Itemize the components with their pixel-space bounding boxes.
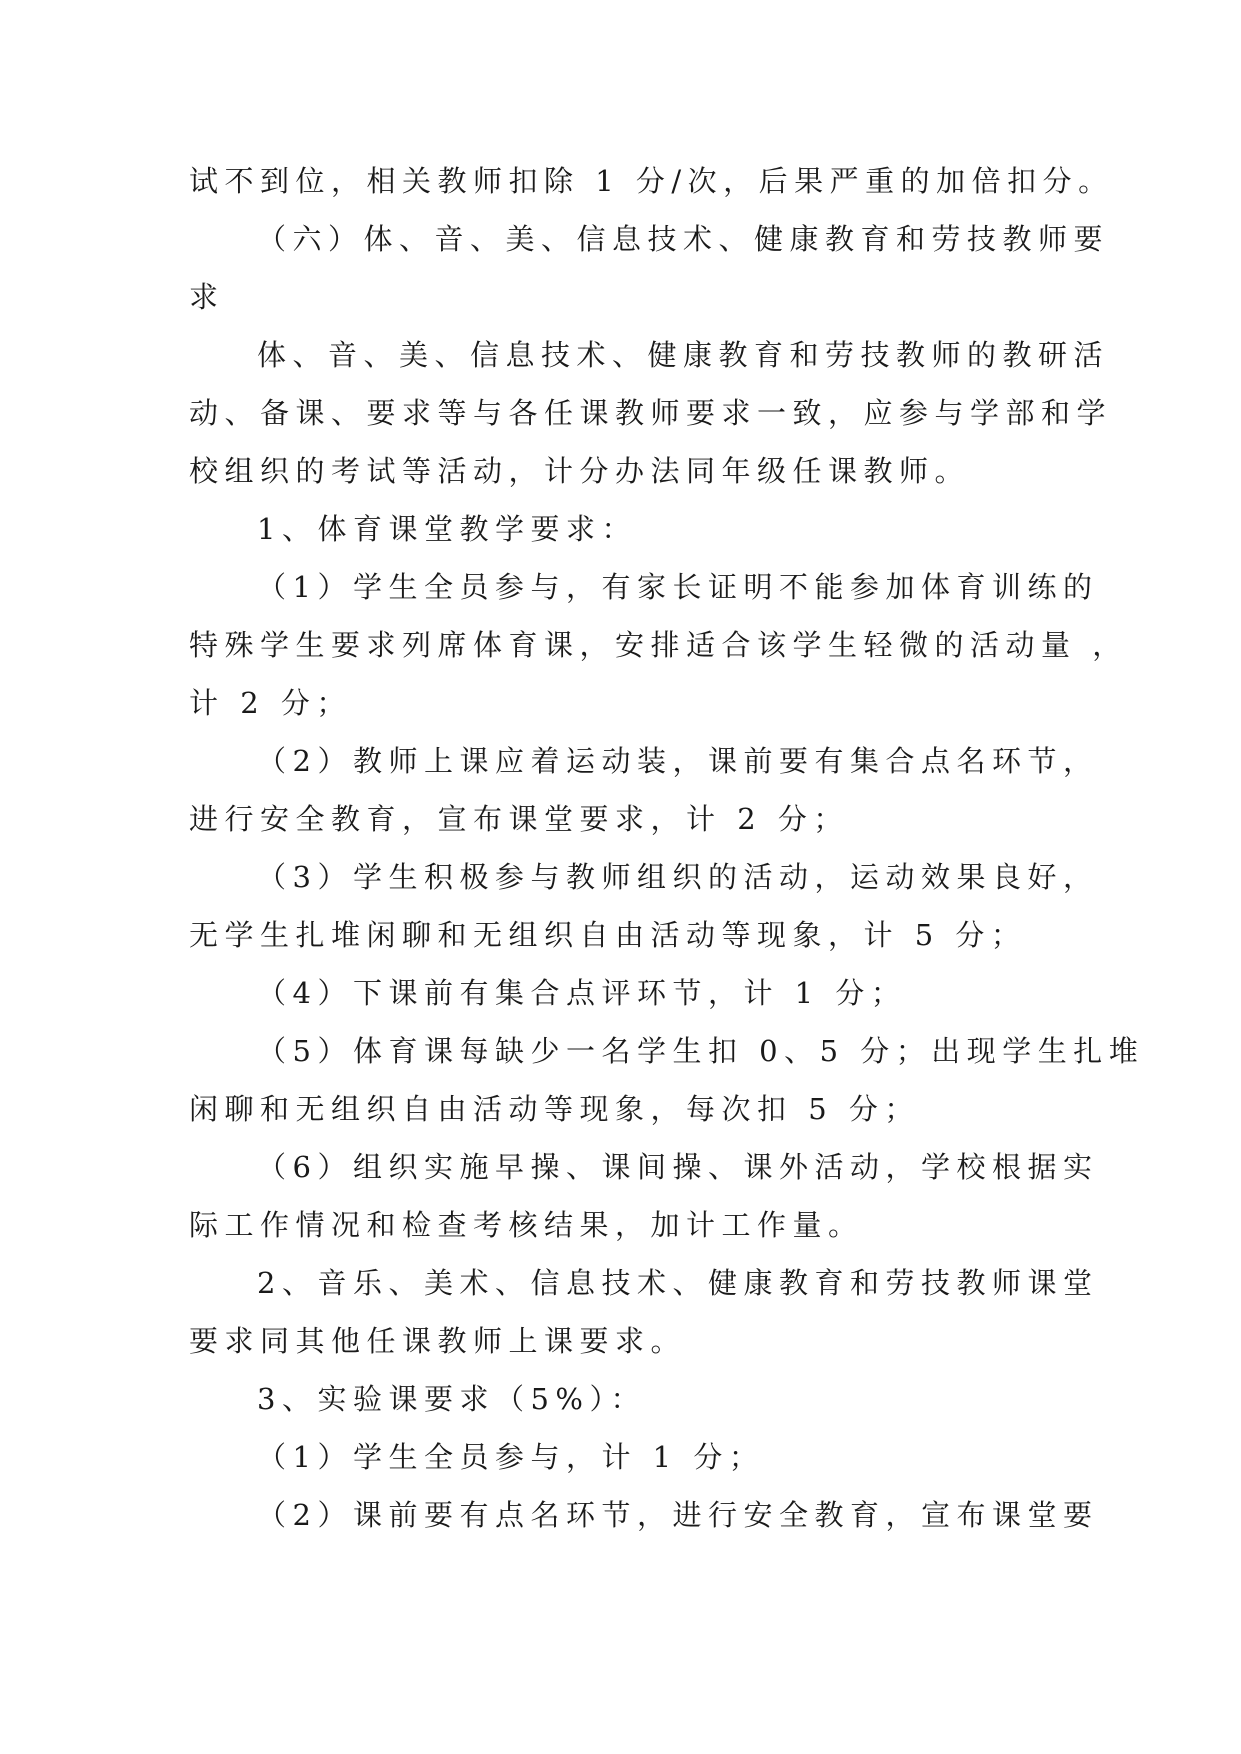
- text-line: 要求同其他任课教师上课要求。: [189, 1324, 687, 1358]
- section-heading-6: （六）体、音、美、信息技术、健康教育和劳技教师要: [257, 222, 1110, 256]
- document-body: [189, 152, 1145, 1544]
- text-line: 际工作情况和检查考核结果，加计工作量。: [189, 1208, 864, 1242]
- list-item-5: （5）体育课每缺少一名学生扣 0、5 分；出现学生扎堆: [257, 1034, 1145, 1068]
- list-item-3: （3）学生积极参与教师组织的活动，运动效果良好，: [257, 860, 1099, 894]
- text-line: 计 2 分；: [189, 686, 352, 720]
- list-item-6: （6）组织实施早操、课间操、课外活动，学校根据实: [257, 1150, 1099, 1184]
- text-line: 进行安全教育，宣布课堂要求，计 2 分；: [189, 802, 849, 836]
- subsection-heading-1: 1、体育课堂教学要求：: [257, 512, 637, 546]
- text-line: 求: [189, 280, 225, 314]
- list-item-4: （4）下课前有集合点评环节，计 1 分；: [257, 976, 907, 1010]
- text-line: 特殊学生要求列席体育课，安排适合该学生轻微的活动量 ，: [189, 628, 1128, 662]
- text-line: 无学生扎堆闲聊和无组织自由活动等现象，计 5 分；: [189, 918, 1027, 952]
- subsection-heading-2: 2、音乐、美术、信息技术、健康教育和劳技教师课堂: [257, 1266, 1099, 1300]
- list-item-2: （2）教师上课应着运动装，课前要有集合点名环节，: [257, 744, 1099, 778]
- list-item-2: （2）课前要有点名环节，进行安全教育，宣布课堂要: [257, 1498, 1099, 1532]
- text-line: 试不到位，相关教师扣除 1 分/次，后果严重的加倍扣分。: [189, 164, 1114, 198]
- list-item-1: （1）学生全员参与，计 1 分；: [257, 1440, 765, 1474]
- list-item-1: （1）学生全员参与，有家长证明不能参加体育训练的: [257, 570, 1099, 604]
- text-line: 闲聊和无组织自由活动等现象，每次扣 5 分；: [189, 1092, 920, 1126]
- text-line: 校组织的考试等活动，计分办法同年级任课教师。: [189, 454, 971, 488]
- text-line: 动、备课、要求等与各任课教师要求一致，应参与学部和学: [189, 396, 1113, 430]
- subsection-heading-3: 3、实验课要求（5%）：: [257, 1382, 646, 1416]
- paragraph-start: 体、音、美、信息技术、健康教育和劳技教师的教研活: [257, 338, 1110, 372]
